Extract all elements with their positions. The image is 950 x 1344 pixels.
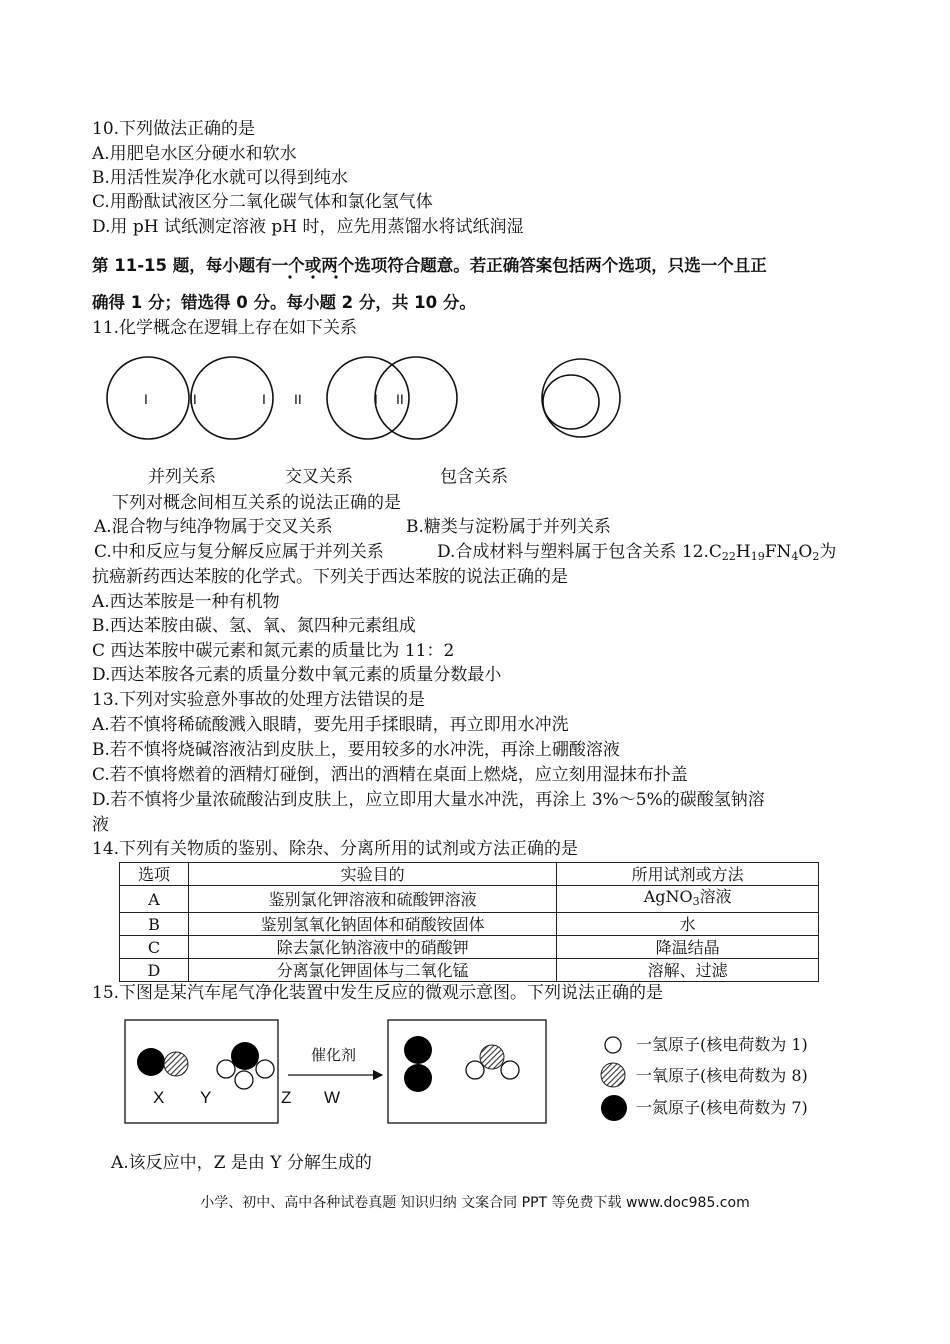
q10-stem: 10.下列做法正确的是 (92, 119, 256, 139)
y-atom-n (231, 1042, 259, 1070)
legend-hydrogen-label: 一氢原子(核电荷数为 1) (636, 1035, 808, 1054)
y-atom-h2 (256, 1060, 274, 1078)
y-atom-h1 (217, 1060, 235, 1078)
cell-purpose: 鉴别氢氧化钠固体和硝酸铵固体 (188, 913, 556, 936)
header-option: 选项 (120, 863, 189, 886)
legend-oxygen-icon (601, 1063, 625, 1087)
q13-stem: 13.下列对实验意外事故的处理方法错误的是 (92, 690, 426, 710)
mark-4: II (294, 391, 302, 407)
q12-stem-cont: 抗癌新药西达苯胺的化学式。下列关于西达苯胺的说法正确的是 (92, 567, 568, 587)
cell-method: 溶解、过滤 (557, 959, 819, 982)
q12-option-d: D.西达苯胺各元素的质量分数中氧元素的质量分数最小 (92, 665, 502, 685)
mark-1: I (144, 391, 148, 407)
z-atom-n2 (404, 1064, 432, 1092)
cell-option: A (120, 886, 189, 913)
w-atom-h2 (501, 1061, 519, 1079)
q11-option-b: B.糖类与淀粉属于并列关系 (406, 517, 611, 537)
q15-stem: 15.下图是某汽车尾气净化装置中发生反应的微观示意图。下列说法正确的是 (92, 983, 664, 1003)
label-w: W (324, 1088, 341, 1107)
q13-option-b: B.若不慎将烧碱溶液沾到皮肤上，要用较多的水冲洗，再涂上硼酸溶液 (92, 740, 620, 760)
catalyst-label: 催化剂 (311, 1046, 357, 1064)
q11-option-a: A.混合物与纯净物属于交叉关系 (94, 517, 333, 537)
cell-method: AgNO$_3$溶液 (557, 886, 819, 913)
q10-option-b: B.用活性炭净化水就可以得到纯水 (92, 168, 348, 188)
q13-option-d-line1: D.若不慎将少量浓硫酸沾到皮肤上，应立即用大量水冲洗，再涂上 3%～5%的碳酸氢钠溶 (92, 790, 765, 810)
mark-2: II (189, 391, 197, 407)
q12-option-b: B.西达苯胺由碳、氢、氧、氮四种元素组成 (92, 616, 416, 636)
x-atom-dark (137, 1048, 165, 1076)
q10-option-c: C.用酚酞试液区分二氧化碳气体和氯化氢气体 (92, 192, 433, 212)
x-atom-hatched (164, 1052, 188, 1076)
q13-option-c: C.若不慎将燃着的酒精灯碰倒，洒出的酒精在桌面上燃烧，应立刻用湿抹布扑盖 (92, 765, 688, 785)
page-footer: 小学、初中、高中各种试卷真题 知识归纳 文案合同 PPT 等免费下载 www.doc985.com (200, 1195, 750, 1211)
z-atom-n1 (404, 1036, 432, 1064)
mark-6: II (396, 391, 404, 407)
label-z: Z (281, 1088, 292, 1107)
label-y: Y (200, 1088, 212, 1107)
legend-nitrogen-icon (601, 1095, 627, 1121)
cell-method: 水 (557, 913, 819, 936)
q11-option-c: C.中和反应与复分解反应属于并列关系 (94, 542, 384, 562)
header-purpose: 实验目的 (188, 863, 556, 886)
cell-method: 降温结晶 (557, 936, 819, 959)
cell-purpose: 除去氯化钠溶液中的硝酸钾 (188, 936, 556, 959)
y-atom-h3 (235, 1071, 253, 1089)
mark-5: I (374, 391, 378, 407)
label-parallel: 并列关系 (148, 467, 216, 487)
q13-option-d-line2: 液 (92, 815, 109, 835)
label-x: X (153, 1088, 165, 1107)
q11-stem: 11.化学概念在逻辑上存在如下关系 (92, 318, 358, 338)
mark-3: I (262, 391, 266, 407)
q11-intro: 下列对概念间相互关系的说法正确的是 (112, 493, 401, 513)
cell-purpose: 鉴别氯化钾溶液和硫酸钾溶液 (188, 886, 556, 913)
q13-option-a: A.若不慎将稀硫酸溅入眼睛，要先用手揉眼睛，再立即用水冲洗 (92, 715, 569, 735)
q10-option-d: D.用 pH 试纸测定溶液 pH 时，应先用蒸馏水将试纸润湿 (92, 217, 524, 237)
cell-option: C (120, 936, 189, 959)
label-cross: 交叉关系 (285, 467, 353, 487)
cell-purpose: 分离氯化钾固体与二氧化锰 (188, 959, 556, 982)
w-atom-o (480, 1045, 504, 1069)
q11-option-d-and-q12-stem: D.合成材料与塑料属于包含关系 $12.C_{22}H_{19}FN_4O_2$为 (437, 542, 837, 563)
section-instruction-line2: 确得 1 分；错选得 0 分。每小题 2 分，共 10 分。 (92, 293, 476, 312)
legend-hydrogen-icon (605, 1037, 621, 1053)
section-instruction-line1: 第 11-15 题，每小题有一个或两个选项符合题意。若正确答案包括两个选项，只选一个且正 (92, 256, 767, 275)
cell-option: D (120, 959, 189, 982)
cell-option: B (120, 913, 189, 936)
legend-nitrogen-label: 一氮原子(核电荷数为 7) (636, 1098, 808, 1117)
q10-option-a: A.用肥皂水区分硬水和软水 (92, 144, 297, 164)
q12-option-a: A.西达苯胺是一种有机物 (92, 592, 280, 612)
legend-oxygen-label: 一氧原子(核电荷数为 8) (636, 1066, 808, 1085)
q12-option-c: C 西达苯胺中碳元素和氮元素的质量比为 11：2 (92, 641, 455, 661)
header-method: 所用试剂或方法 (557, 863, 819, 886)
q15-option-a: A.该反应中，Z 是由 Y 分解生成的 (111, 1153, 372, 1173)
q14-stem: 14.下列有关物质的鉴别、除杂、分离所用的试剂或方法正确的是 (92, 839, 579, 859)
label-contain: 包含关系 (440, 467, 508, 487)
w-atom-h1 (466, 1061, 484, 1079)
